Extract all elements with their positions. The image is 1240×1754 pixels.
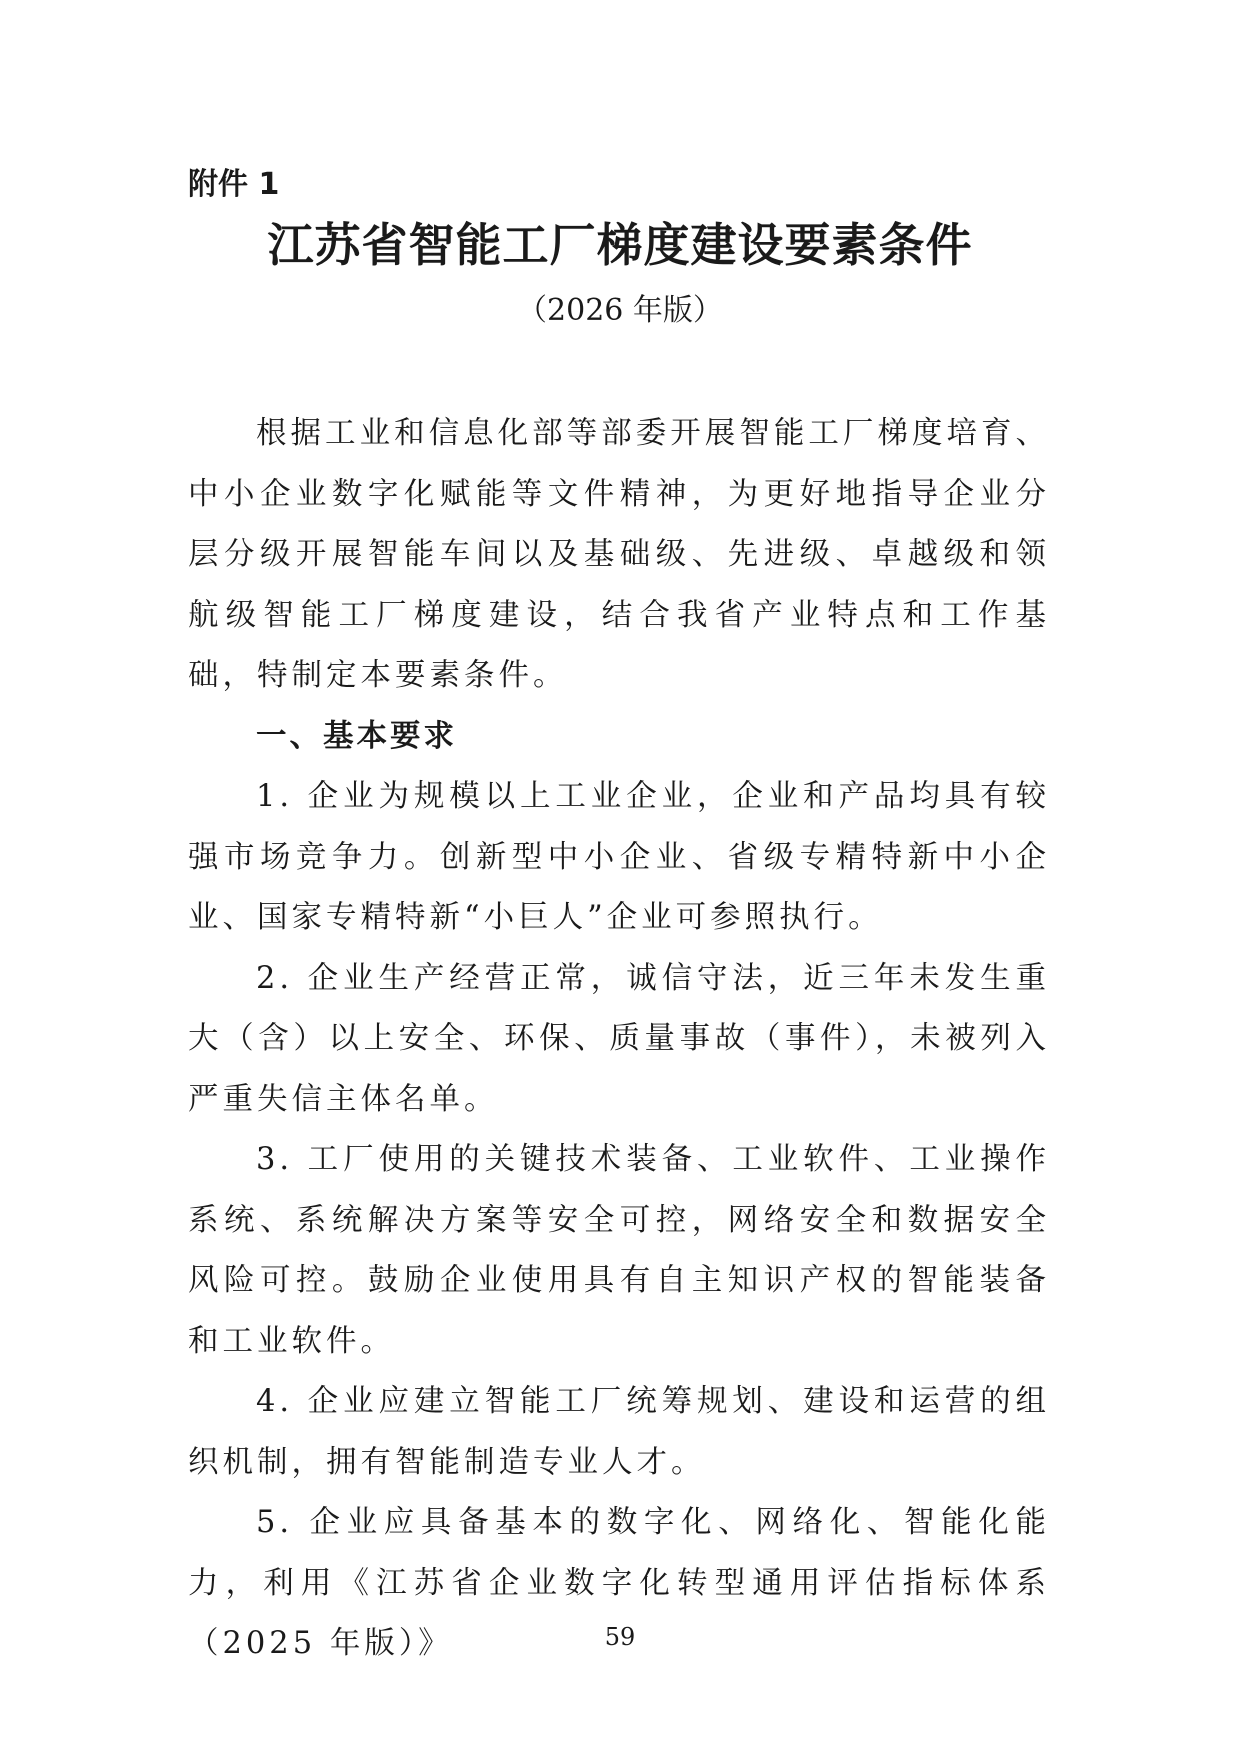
requirement-item-1: 1. 企业为规模以上工业企业，企业和产品均具有较强市场竞争力。创新型中小企业、省级专精特新中小企业、国家专精特新“小巨人”企业可参照执行。	[188, 779, 1050, 935]
attachment-label: 附件 1	[188, 167, 280, 202]
requirement-item-5: 5. 企业应具备基本的数字化、网络化、智能化能力，利用《江苏省企业数字化转型通用评估指标体系（2025 年版）》	[188, 1505, 1050, 1661]
requirement-item-3: 3. 工厂使用的关键技术装备、工业软件、工业操作系统、系统解决方案等安全可控，网络安全和数据安全风险可控。鼓励企业使用具有自主知识产权的智能装备和工业软件。	[188, 1142, 1050, 1359]
document-body	[188, 404, 1050, 1675]
requirement-item-4: 4. 企业应建立智能工厂统筹规划、建设和运营的组织机制，拥有智能制造专业人才。	[188, 1384, 1050, 1480]
requirement-item-2: 2. 企业生产经营正常，诚信守法，近三年未发生重大（含）以上安全、环保、质量事故（事件），未被列入严重失信主体名单。	[188, 960, 1050, 1117]
intro-paragraph: 根据工业和信息化部等部委开展智能工厂梯度培育、中小企业数字化赋能等文件精神，为更好地指导企业分层分级开展智能车间以及基础级、先进级、卓越级和领航级智能工厂梯度建设，结合我省产业特点和工作基础，特制定本要素条件。	[188, 416, 1050, 693]
document-title: 江苏省智能工厂梯度建设要素条件	[267, 218, 973, 272]
section-heading: 一、基本要求	[256, 718, 457, 754]
page-number: 59	[604, 1623, 636, 1651]
document-subtitle: （2026 年版）	[517, 293, 723, 328]
